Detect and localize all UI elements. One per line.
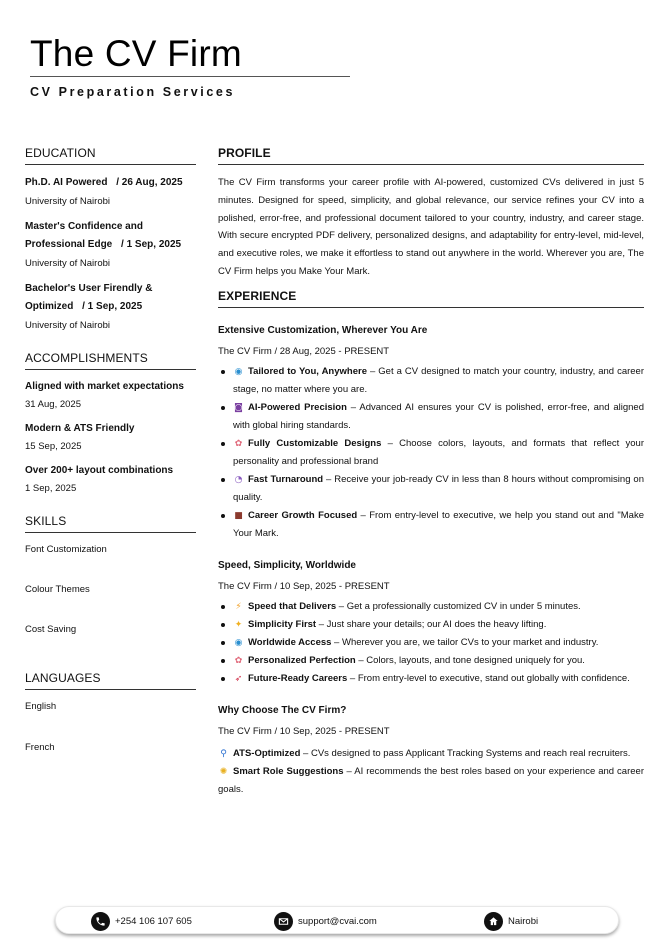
tagline: CV Preparation Services: [30, 85, 236, 99]
bullet-text: – Colors, layouts, and tone designed uniquely for you.: [355, 654, 585, 666]
bullet-text: – Just share your details; our AI does the heavy lifting.: [316, 618, 547, 630]
language-item: French: [25, 742, 55, 753]
phone-contact[interactable]: [91, 911, 192, 931]
accomplishment-item: [25, 463, 196, 496]
profile-title: PROFILE: [218, 146, 644, 165]
school-name: University of Nairobi: [25, 258, 110, 269]
bullet-item: [218, 399, 644, 435]
profile-text: The CV Firm transforms your career profile with AI-powered, customized CVs delivered in just 5 minutes. Designed for speed, simplicity, and global relevance, our service refines your CV into a polished, error-free, and professional document tailored to your country, industry, and career stage. With secure encrypted PDF delivery, personalized designs, and adaptability for entry-level, mid-level, and executive roles, we make it effortless to stand out anywhere in the world. Wherever you are, The CV Firm helps you Make Your Mark.: [218, 177, 644, 277]
bullet-item: [218, 634, 644, 652]
experience-item: [218, 557, 644, 688]
why-heading: Why Choose The CV Firm?: [218, 704, 347, 716]
experience-title: EXPERIENCE: [218, 289, 644, 308]
sparkles-icon: ✦: [234, 619, 243, 630]
bullet-lead: Tailored to You, Anywhere: [248, 365, 367, 377]
why-list: [218, 745, 644, 799]
bullet-lead: Worldwide Access: [248, 636, 332, 648]
bullet-lead: Fast Turnaround: [248, 473, 324, 485]
bullet-item: [218, 763, 644, 799]
briefcase-icon: ■: [234, 510, 243, 521]
location-contact: [484, 911, 538, 931]
bullet-lead: ATS-Optimized: [233, 747, 301, 759]
education-item: [25, 218, 196, 271]
degree-date: / 1 Sep, 2025: [82, 301, 143, 312]
bullet-text: – From entry-level to executive, stand out globally with confidence.: [347, 672, 630, 684]
bullet-lead: Speed that Delivers: [248, 600, 337, 612]
bullet-text: – Choose colors, layouts, and formats that reflect your personality and professional brand: [233, 437, 644, 467]
school-name: University of Nairobi: [25, 196, 110, 207]
bullet-lead: Simplicity First: [248, 618, 317, 630]
phone-icon: [91, 912, 110, 931]
degree-name: Ph.D. AI Powered: [25, 177, 108, 188]
globe-icon: ◉: [234, 366, 243, 377]
degree-date: / 1 Sep, 2025: [121, 239, 182, 250]
accomplishments-title: ACCOMPLISHMENTS: [25, 351, 196, 370]
skill-item: Colour Themes: [25, 584, 90, 595]
lightning-icon: ⚡: [235, 601, 242, 612]
bullet-text: – From entry-level to executive, we help you stand out and "Make Your Mark.: [233, 509, 644, 539]
cv-header: [30, 30, 350, 99]
experience-bullets: [218, 363, 644, 543]
phone-number: +254 106 107 605: [115, 915, 192, 927]
bullet-lead: Personalized Perfection: [248, 654, 356, 666]
right-column: [218, 146, 644, 799]
bullet-item: [218, 670, 644, 688]
bullet-lead: Smart Role Suggestions: [233, 765, 344, 777]
experience-list: [218, 322, 644, 688]
palette-icon: ✿: [234, 655, 243, 666]
accomplishment-item: [25, 421, 196, 454]
experience-heading: Extensive Customization, Wherever You Are: [218, 324, 428, 336]
school-name: University of Nairobi: [25, 320, 110, 331]
palette-icon: ✿: [234, 438, 243, 449]
experience-meta: The CV Firm / 28 Aug, 2025 - PRESENT: [218, 345, 390, 357]
skills-title: SKILLS: [25, 514, 196, 533]
bullet-lead: Career Growth Focused: [248, 509, 358, 521]
lightbulb-icon: ✺: [219, 766, 228, 777]
robot-icon: ◙: [234, 402, 243, 413]
skill-item: Cost Saving: [25, 624, 77, 635]
bullet-item: [218, 507, 644, 543]
bullet-text: – AI recommends the best roles based on your experience and career goals.: [218, 765, 644, 795]
education-item: [25, 280, 196, 333]
home-icon: [484, 912, 503, 931]
bullet-item: [218, 745, 644, 763]
languages-section: [25, 671, 196, 772]
experience-meta: The CV Firm / 10 Sep, 2025 - PRESENT: [218, 580, 390, 592]
globe-icon: ◉: [234, 637, 243, 648]
accomplishment-title: Modern & ATS Friendly: [25, 423, 135, 434]
bullet-item: [218, 435, 644, 471]
degree-name-cont: Optimized: [25, 301, 74, 312]
bullet-item: [218, 471, 644, 507]
bullet-text: – Wherever you are, we tailor CVs to your market and industry.: [331, 636, 599, 648]
degree-name-cont: Professional Edge: [25, 239, 113, 250]
accomplishment-date: 31 Aug, 2025: [25, 399, 81, 410]
bullet-item: [218, 652, 644, 670]
degree-date: / 26 Aug, 2025: [116, 177, 183, 188]
why-meta: The CV Firm / 10 Sep, 2025 - PRESENT: [218, 725, 390, 737]
brand-name: The CV Firm: [30, 33, 242, 74]
language-item: English: [25, 701, 57, 712]
education-section: [25, 146, 196, 333]
accomplishments-section: [25, 351, 196, 496]
email-address: support@cvai.com: [298, 915, 377, 927]
bullet-text: – Advanced AI ensures your CV is polished, error-free, and aligned with global hiring standards.: [233, 401, 644, 431]
left-column: [25, 146, 196, 790]
bullet-text: – Get a professionally customized CV in under 5 minutes.: [336, 600, 581, 612]
skills-section: [25, 514, 196, 653]
bullet-item: [218, 598, 644, 616]
contact-bar: [55, 906, 619, 934]
location-text: Nairobi: [508, 915, 539, 927]
bullet-text: – Get a CV designed to match your country, industry, and career stage, no matter where you are.: [233, 365, 644, 395]
experience-heading: Speed, Simplicity, Worldwide: [218, 559, 356, 571]
accomplishment-item: [25, 379, 196, 412]
accomplishment-title: Over 200+ layout combinations: [25, 465, 174, 476]
bullet-text: – Receive your job-ready CV in less than 8 hours without compromising on quality.: [233, 473, 644, 503]
magnifier-icon: ⚲: [220, 748, 227, 759]
skill-item: Font Customization: [25, 544, 107, 555]
degree-name: Bachelor's User Firendly &: [25, 283, 153, 294]
experience-bullets: [218, 598, 644, 688]
email-contact[interactable]: [274, 911, 377, 931]
why-choose-block: [218, 702, 644, 799]
bullet-item: [218, 363, 644, 399]
accomplishment-date: 1 Sep, 2025: [25, 483, 77, 494]
accomplishment-date: 15 Sep, 2025: [25, 441, 82, 452]
bullet-lead: Fully Customizable Designs: [248, 437, 382, 449]
education-item: [25, 174, 196, 209]
bullet-item: [218, 616, 644, 634]
bullet-lead: AI-Powered Precision: [248, 401, 347, 413]
languages-title: LANGUAGES: [25, 671, 196, 690]
accomplishment-title: Aligned with market expectations: [25, 381, 184, 392]
degree-name: Master's Confidence and: [25, 221, 143, 232]
education-title: EDUCATION: [25, 146, 196, 165]
bullet-lead: Future-Ready Careers: [248, 672, 348, 684]
experience-item: [218, 322, 644, 543]
bullet-text: – CVs designed to pass Applicant Tracking Systems and reach real recruiters.: [300, 747, 631, 759]
stopwatch-icon: ◔: [234, 474, 243, 485]
rocket-icon: ➶: [234, 673, 243, 684]
mail-icon: [274, 912, 293, 931]
